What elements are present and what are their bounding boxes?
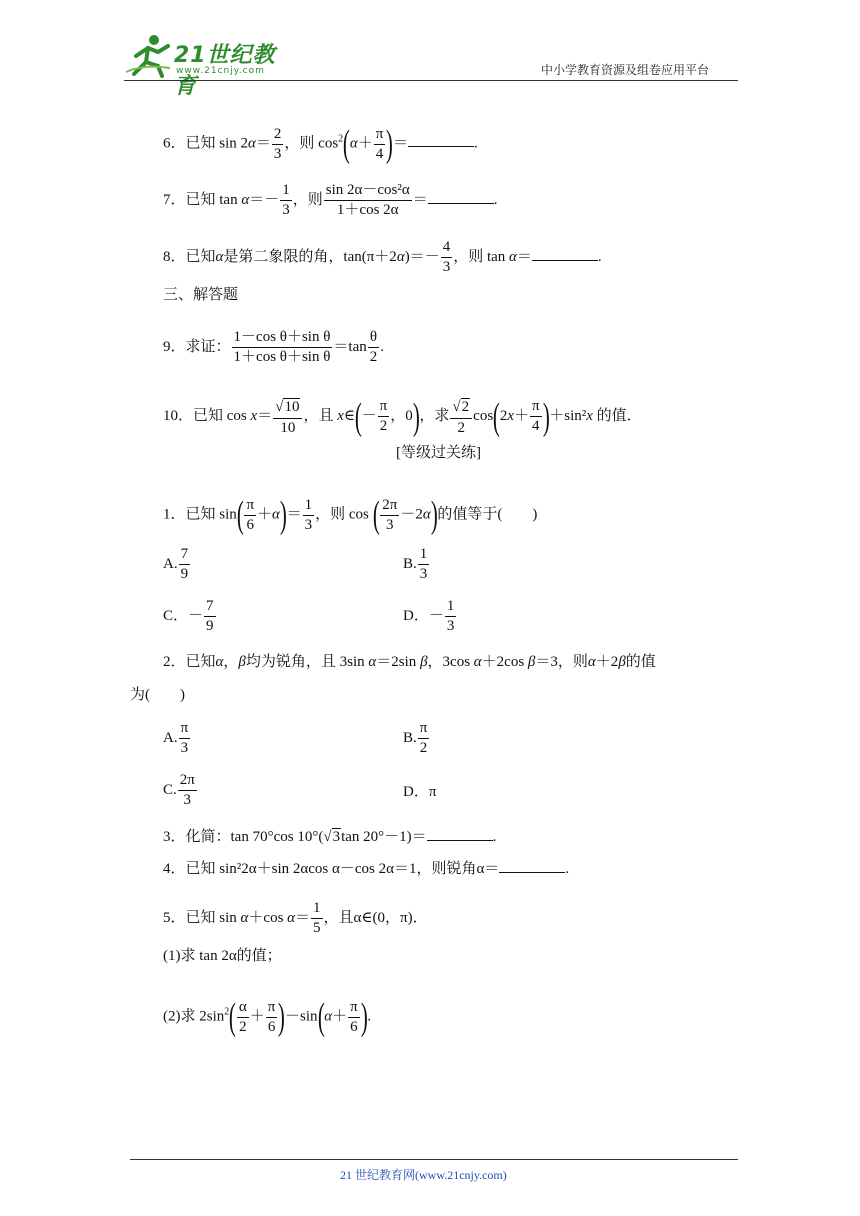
problem-5-part-1: (1)求 tan 2α的值； bbox=[163, 948, 282, 964]
question-9: 9．求证： $\frac{\text{1－cos θ＋sin θ}}{\text{1＋cos θ＋sin θ}}$ ＝tan $\frac{\theta}{2}$ . bbox=[163, 329, 384, 365]
answer-blank[interactable] bbox=[499, 858, 565, 873]
option-d[interactable]: D．π bbox=[403, 784, 437, 800]
logo-url: www.21cnjy.com bbox=[176, 66, 265, 76]
option-a[interactable]: A. $\frac{7}{9}$ bbox=[163, 546, 189, 582]
option-b[interactable]: B. $\frac{1}{3}$ bbox=[403, 546, 428, 582]
question-6: 6．已知 sin 2α＝ $\frac{2}{3}$ ，则 $\cos^2(\alpha+$ $\frac{\pi}{4}$ )＝ . bbox=[163, 123, 478, 165]
question-8: 8．已知α是第二象限的角，tan(π＋2α)＝－ $\frac{4}{3}$ ，则 tan α＝ . bbox=[163, 239, 602, 275]
option-d[interactable]: D．－ $\frac{1}{3}$ bbox=[403, 598, 455, 634]
option-c[interactable]: C．－ $\frac{7}{9}$ bbox=[163, 598, 214, 634]
problem-1: 1．已知 sin( $\frac{\pi}{6}$ ＋α)＝ $\frac{1}{3}$ ，则 cos ( $\frac{2\pi}{3}$ －2α)的值等于( ) bbox=[163, 494, 538, 536]
level-title: [等级过关练] bbox=[396, 445, 481, 461]
problem-5-part-2: (2)求 $2\sin^2$( $\frac{\alpha}{2}$ ＋ $\frac{\pi}{6}$ )－sin(α＋ $\frac{\pi}{6}$ ). bbox=[163, 996, 372, 1038]
option-a[interactable]: A. $\frac{\pi}{3}$ bbox=[163, 720, 189, 756]
problem-4: 4．已知 sin²2α＋sin 2αcos α－cos 2α＝1，则锐角α＝ . bbox=[163, 858, 569, 879]
answer-blank[interactable] bbox=[532, 246, 598, 261]
section-heading: 三、解答题 bbox=[163, 287, 239, 303]
footer-rule bbox=[130, 1159, 738, 1160]
problem-5: 5．已知 sin α＋cos α＝ $\frac{1}{5}$ ，且α∈(0，π)． bbox=[163, 900, 428, 936]
question-7: 7．已知 tan α＝－ $\frac{1}{3}$ ，则 $\frac{\text{sin 2α－cos²α}}{1+\cos 2\alpha}$ ＝ . bbox=[163, 182, 498, 218]
runner-logo-icon bbox=[124, 34, 174, 78]
problem-2-cont: 为( ) bbox=[130, 687, 185, 703]
option-b[interactable]: B. $\frac{\pi}{2}$ bbox=[403, 720, 428, 756]
header-right-text: 中小学教育资源及组卷应用平台 bbox=[541, 63, 710, 77]
answer-blank[interactable] bbox=[428, 189, 494, 204]
header-rule bbox=[124, 80, 738, 81]
footer-text: 21 世纪教育网(www.21cnjy.com) bbox=[340, 1168, 507, 1182]
answer-blank[interactable] bbox=[427, 826, 493, 841]
question-10: 10．已知 cos x＝ √ $\frac{10}{10}$ ，且 x∈(－ $\frac{\pi}{2}$ ，0)，求 √ $\frac{2}{2}$ cos(2x＋ $\frac{\pi}{4}$ )＋sin²x 的值． bbox=[163, 398, 642, 436]
header-logo bbox=[124, 34, 294, 99]
answer-blank[interactable] bbox=[408, 132, 474, 147]
logo-text: 21世纪教育 bbox=[174, 43, 276, 99]
option-c[interactable]: C. $\frac{2\pi}{3}$ bbox=[163, 772, 195, 808]
problem-2: 2．已知α，β均为锐角，且 3sin α＝2sin β，3cos α＋2cos β＝3，则α＋2β的值 bbox=[163, 654, 656, 670]
problem-3: 3．化简：tan 70°cos 10°(√ 3tan 20°－1)＝ . bbox=[163, 826, 496, 847]
